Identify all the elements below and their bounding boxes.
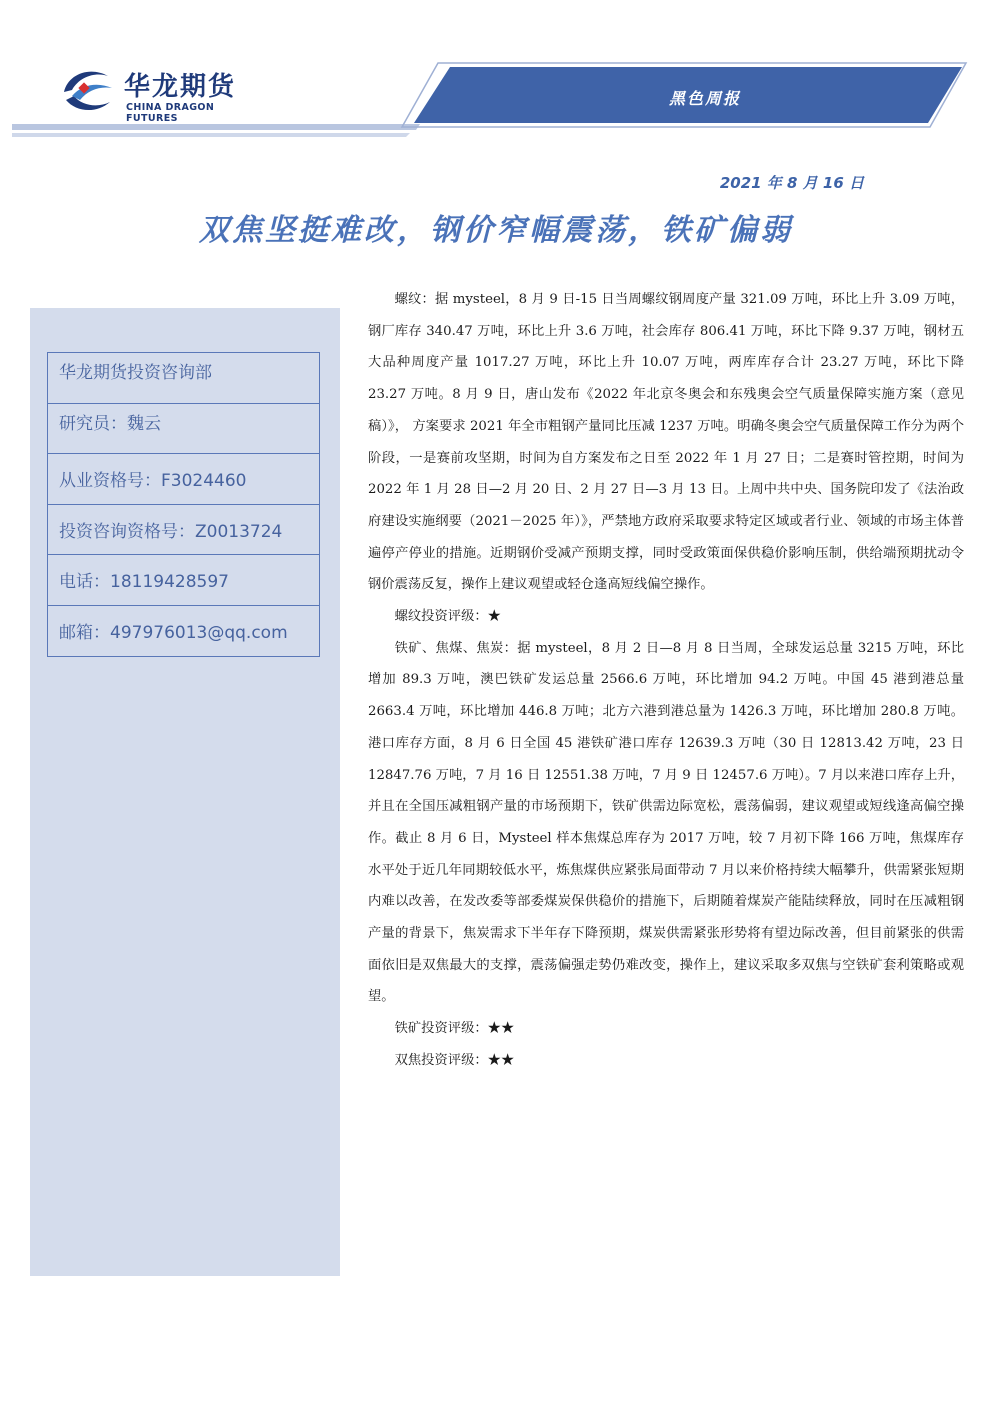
- report-date: 2021 年 8 月 16 日: [719, 174, 864, 192]
- ore-coal-paragraph: 铁矿、焦煤、焦炭：据 mysteel，8 月 2 日—8 月 8 日当周，全球发运总量 3215 万吨，环比增加 89.3 万吨，澳巴铁矿发运总量 2566.6 万吨，环比增加 94.2 万吨。中国 45 港到港总量 2663.4 万吨，环比增加 446.8 万吨；北方六港到港总量为 1426.3 万吨，环比增加 280.8 万吨。港口库存方面，8 月 6 日全国 45 港铁矿港口库存 12639.3 万吨（30 日 12813.42 万吨，23 日 12847.76 万吨，7 月 16 日 12551.38 万吨，7 月 9 日 12457.6 万吨）。7 月以来港口库存上升，并且在全国压减粗钢产量的市场预期下，铁矿供需边际宽松，震荡偏弱，建议观望或短线逢高偏空操作。截止 8 月 6 日，Mysteel 样本焦煤总库存为 2017 万吨，较 7 月初下降 166 万吨，焦煤库存水平处于近几年同期较低水平，炼焦煤供应紧张局面带动 7 月以来价格持续大幅攀升，供需紧张短期内难以改善，在发改委等部委煤炭保供稳价的措施下，后期随着煤炭产能陆续释放，同时在压减粗钢产量的背景下，焦炭需求下半年存下降预期，煤炭供需紧张形势将有望边际改善，但目前紧张的供需面依旧是双焦最大的支撑，震荡偏强走势仍难改变，操作上，建议采取多双焦与空铁矿套利策略或观望。: [368, 640, 964, 1005]
- email-row: 邮箱：497976013@qq.com: [59, 623, 288, 644]
- coke-coal-rating: 双焦投资评级：★★: [394, 1052, 515, 1068]
- dragon-logo-icon: [58, 62, 116, 120]
- report-type-label: 黑色周报: [668, 89, 741, 108]
- qualification-row: 从业资格号：F3024460: [48, 454, 319, 505]
- analyst-info-table: [47, 352, 320, 657]
- consulting-qualification-row: 投资咨询资格号：Z0013724: [48, 505, 319, 556]
- rebar-rating: 螺纹投资评级：★: [394, 609, 501, 625]
- company-logo: [58, 60, 258, 124]
- company-name-cn: 华龙期货: [124, 72, 237, 102]
- analyst-row: 研究员：魏云: [48, 404, 319, 455]
- iron-ore-rating: 铁矿投资评级：★★: [394, 1021, 515, 1037]
- department-row: 华龙期货投资咨询部: [48, 353, 319, 404]
- report-body: [368, 284, 964, 1077]
- report-title: 双焦坚挺难改，钢价窄幅震荡，铁矿偏弱: [199, 213, 793, 248]
- rebar-paragraph: 螺纹：据 mysteel，8 月 9 日-15 日当周螺纹钢周度产量 321.09 万吨，环比上升 3.09 万吨，钢厂库存 340.47 万吨，环比上升 3.6 万吨，社会库存 806.41 万吨，环比下降 9.37 万吨，钢材五大品种周度产量 1017.27 万吨，环比上升 10.07 万吨，两库库存合计 23.27 万吨，环比下降 23.27 万吨。8 月 9 日，唐山发布《2022 年北京冬奥会和东残奥会空气质量保障实施方案（意见稿）》， 方案要求 2021 年全市粗钢产量同比压减 1237 万吨。明确冬奥会空气质量保障工作分为两个阶段，一是赛前攻坚期，时间为自方案发布之日至 2022 年 1 月 27 日；二是赛时管控期，时间为 2022 年 1 月 28 日—2 月 20 日、2 月 27 日—3 月 13 日。上周中共中央、国务院印发了《法治政府建设实施纲要（2021－2025 年）》，严禁地方政府采取要求特定区域或者行业、领域的市场主体普遍停产停业的措施。近期钢价受减产预期支撑，同时受政策面保供稳价影响压制，供给端预期扰动令钢价震荡反复，操作上建议观望或轻仓逢高短线偏空操作。: [368, 292, 964, 593]
- company-name-en: CHINA DRAGON FUTURES: [126, 102, 215, 124]
- phone-row: 电话：18119428597: [48, 555, 319, 606]
